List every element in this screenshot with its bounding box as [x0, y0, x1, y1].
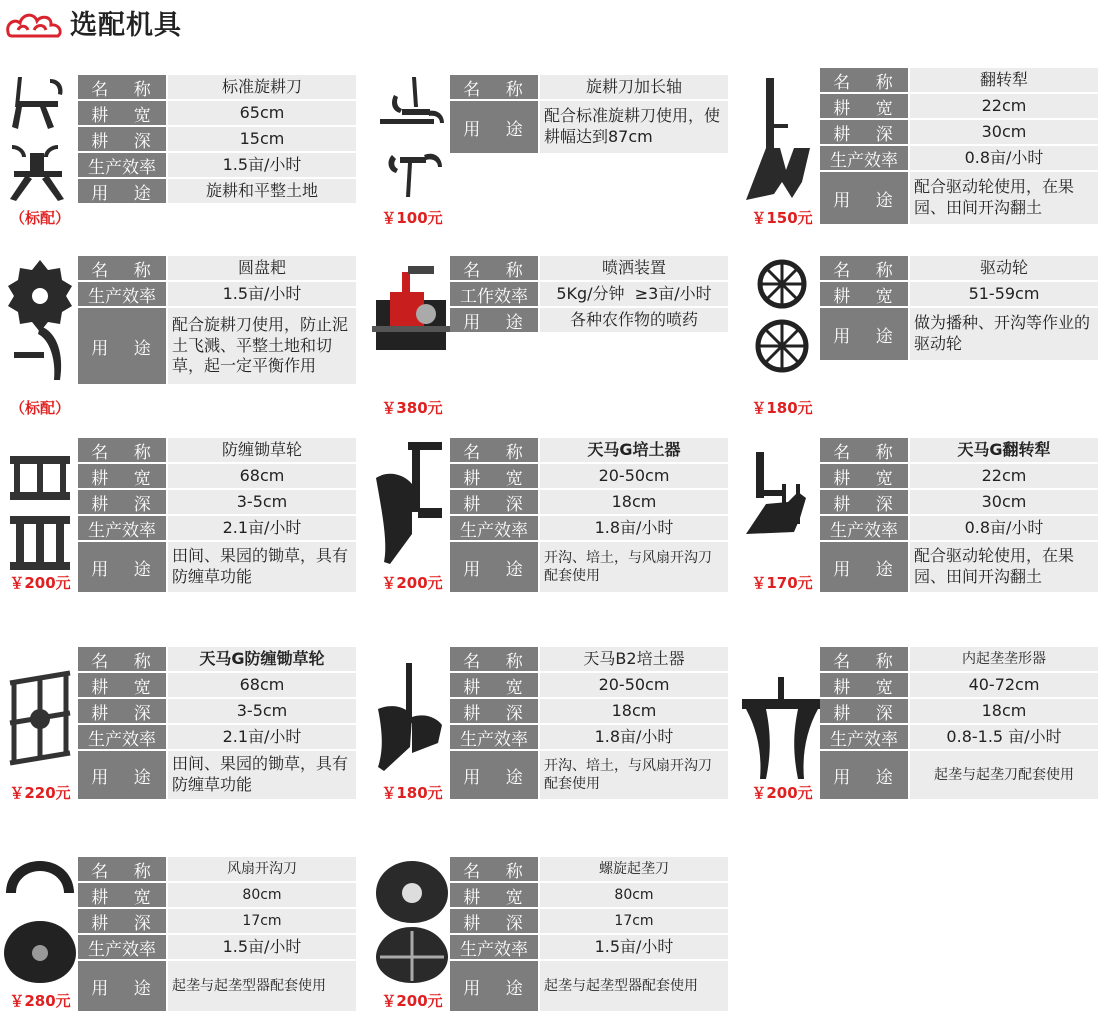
- sprayer-image: [372, 260, 452, 360]
- product-name: 防缠锄草轮: [168, 438, 356, 462]
- product-name: 风扇开沟刀: [168, 857, 356, 881]
- spec-row-efficiency: 生产效率 2.1亩/小时: [78, 516, 356, 540]
- spec-row-name: 名 称 内起垄垄形器: [820, 647, 1098, 671]
- product-price: ￥170元: [751, 574, 813, 592]
- product-name: 喷洒装置: [540, 256, 728, 280]
- product-name: 翻转犁: [910, 68, 1098, 92]
- spec-row-efficiency: 生产效率 0.8亩/小时: [820, 516, 1098, 540]
- b2-ridger-image: [372, 659, 452, 779]
- weeding-wheel-image: [0, 446, 80, 576]
- spec-row-depth: 耕 深 18cm: [820, 699, 1098, 723]
- product-price: ￥200元: [751, 784, 813, 802]
- spec-row-depth: 耕 深 3-5cm: [78, 490, 356, 514]
- spec-row-efficiency: 生产效率 2.1亩/小时: [78, 725, 356, 749]
- spec-table: [78, 647, 356, 801]
- reversible-plow-image: [742, 68, 822, 208]
- spec-row-work-efficiency: 工作效率 5Kg/分钟 ≥3亩/小时: [450, 282, 728, 306]
- product-name: 天马G培土器: [540, 438, 728, 462]
- spec-row-depth: 耕 深 30cm: [820, 490, 1098, 514]
- product-name: 内起垄垄形器: [910, 647, 1098, 671]
- product-card: [372, 438, 732, 593]
- spec-row-efficiency: 生产效率 0.8亩/小时: [820, 146, 1098, 170]
- spec-table: [450, 256, 728, 334]
- product-price: ￥180元: [751, 399, 813, 417]
- product-name: 驱动轮: [910, 256, 1098, 280]
- spec-row-usage: 用 途 开沟、培土，与风扇开沟刀配套使用: [450, 751, 728, 799]
- spec-row-efficiency: 生产效率 0.8-1.5 亩/小时: [820, 725, 1098, 749]
- spec-row-usage: 用 途 田间、果园的锄草，具有防缠草功能: [78, 751, 356, 799]
- product-name: 天马G防缠锄草轮: [168, 647, 356, 671]
- product-price: （标配）: [9, 209, 70, 227]
- spec-row-width: 耕 宽 65cm: [78, 101, 356, 125]
- product-price: （标配）: [9, 399, 70, 417]
- spec-row-name: 名 称 天马G翻转犁: [820, 438, 1098, 462]
- spec-row-efficiency: 生产效率 1.5亩/小时: [78, 935, 356, 959]
- product-card: [372, 647, 732, 802]
- spec-row-width: 耕 宽 40-72cm: [820, 673, 1098, 697]
- product-price: ￥180元: [381, 784, 443, 802]
- spec-row-usage: 用 途 旋耕和平整土地: [78, 179, 356, 203]
- product-card: [0, 75, 360, 225]
- cloud-logo-icon: [4, 10, 66, 40]
- product-card: [0, 857, 360, 1012]
- spec-row-name: 名 称 螺旋起垄刀: [450, 857, 728, 881]
- spec-table: [820, 438, 1098, 594]
- spec-row-usage: 用 途 起垄与起垄刀配套使用: [820, 751, 1098, 799]
- spec-table: [820, 68, 1098, 226]
- product-name: 天马B2培土器: [540, 647, 728, 671]
- spec-row-efficiency: 生产效率 1.8亩/小时: [450, 725, 728, 749]
- product-name: 螺旋起垄刀: [540, 857, 728, 881]
- spec-table: [450, 647, 728, 801]
- product-card: [0, 438, 360, 593]
- spec-row-width: 耕 宽 80cm: [78, 883, 356, 907]
- spec-row-name: 名 称 天马G防缠锄草轮: [78, 647, 356, 671]
- product-price: ￥200元: [9, 574, 71, 592]
- spec-row-depth: 耕 深 15cm: [78, 127, 356, 151]
- spec-row-width: 耕 宽 22cm: [820, 94, 1098, 118]
- spec-table: [450, 857, 728, 1013]
- extension-shaft-image: [372, 75, 452, 205]
- spec-row-width: 耕 宽 20-50cm: [450, 673, 728, 697]
- spec-row-name: 名 称 圆盘耙: [78, 256, 356, 280]
- spec-row-name: 名 称 天马B2培土器: [450, 647, 728, 671]
- product-name: 旋耕刀加长轴: [540, 75, 728, 99]
- spec-row-depth: 耕 深 18cm: [450, 490, 728, 514]
- spec-row-usage: 用 途 田间、果园的锄草，具有防缠草功能: [78, 542, 356, 592]
- spec-row-width: 耕 宽 22cm: [820, 464, 1098, 488]
- g-weeding-wheel-image: [0, 663, 80, 783]
- spec-row-name: 名 称 天马G培土器: [450, 438, 728, 462]
- spec-row-depth: 耕 深 30cm: [820, 120, 1098, 144]
- product-name: 标准旋耕刀: [168, 75, 356, 99]
- drive-wheel-image: [742, 256, 822, 381]
- spec-table: [450, 438, 728, 594]
- product-card: [742, 68, 1100, 225]
- product-card: [742, 256, 1100, 416]
- spec-row-usage: 用 途 配合旋耕刀使用，防止泥土飞溅、平整土地和切草，起一定平衡作用: [78, 308, 356, 384]
- spec-row-efficiency: 生产效率 1.8亩/小时: [450, 516, 728, 540]
- spec-row-width: 耕 宽 68cm: [78, 464, 356, 488]
- spec-row-name: 名 称 风扇开沟刀: [78, 857, 356, 881]
- spec-row-width: 耕 宽 51-59cm: [820, 282, 1098, 306]
- spec-row-usage: 用 途 各种农作物的喷药: [450, 308, 728, 332]
- product-price: ￥100元: [381, 209, 443, 227]
- spec-row-usage: 用 途 做为播种、开沟等作业的驱动轮: [820, 308, 1098, 360]
- spec-row-usage: 用 途 配合标准旋耕刀使用，使耕幅达到87cm: [450, 101, 728, 153]
- g-reversible-plow-image: [742, 438, 822, 563]
- spec-row-usage: 用 途 配合驱动轮使用，在果园、田间开沟翻土: [820, 542, 1098, 592]
- page-title: 选配机具: [70, 10, 182, 41]
- spec-row-efficiency: 生产效率 1.5亩/小时: [78, 282, 356, 306]
- product-card: [372, 857, 732, 1012]
- fan-trencher-image: [0, 857, 80, 987]
- product-card: [742, 647, 1100, 802]
- rotary-blade-image: [0, 75, 80, 210]
- spec-table: [78, 438, 356, 594]
- page-header: [0, 0, 1100, 50]
- product-name: 圆盘耙: [168, 256, 356, 280]
- disc-harrow-image: [0, 256, 80, 386]
- product-price: ￥200元: [381, 574, 443, 592]
- product-card: [0, 256, 360, 416]
- spec-row-name: 名 称 旋耕刀加长轴: [450, 75, 728, 99]
- spec-row-name: 名 称 防缠锄草轮: [78, 438, 356, 462]
- spec-row-width: 耕 宽 80cm: [450, 883, 728, 907]
- spec-row-width: 耕 宽 68cm: [78, 673, 356, 697]
- spec-row-usage: 用 途 起垄与起垄型器配套使用: [78, 961, 356, 1011]
- product-price: ￥220元: [9, 784, 71, 802]
- spec-table: [78, 857, 356, 1013]
- spec-row-name: 名 称 翻转犁: [820, 68, 1098, 92]
- spec-row-usage: 用 途 配合驱动轮使用，在果园、田间开沟翻土: [820, 172, 1098, 224]
- spec-row-width: 耕 宽 20-50cm: [450, 464, 728, 488]
- spec-row-usage: 用 途 起垄与起垄型器配套使用: [450, 961, 728, 1011]
- product-price: ￥150元: [751, 209, 813, 227]
- product-card: [372, 75, 732, 225]
- spec-row-depth: 耕 深 3-5cm: [78, 699, 356, 723]
- spec-row-name: 名 称 喷洒装置: [450, 256, 728, 280]
- spec-row-name: 名 称 驱动轮: [820, 256, 1098, 280]
- spec-row-usage: 用 途 开沟、培土，与风扇开沟刀配套使用: [450, 542, 728, 592]
- spec-table: [78, 256, 356, 386]
- spec-row-efficiency: 生产效率 1.5亩/小时: [78, 153, 356, 177]
- product-name: 天马G翻转犁: [910, 438, 1098, 462]
- spec-table: [820, 256, 1098, 362]
- ridge-former-image: [742, 675, 822, 785]
- spec-row-depth: 耕 深 17cm: [450, 909, 728, 933]
- spec-table: [450, 75, 728, 155]
- product-price: ￥200元: [381, 992, 443, 1010]
- spec-table: [78, 75, 356, 205]
- ridger-image: [372, 438, 452, 568]
- product-card: [372, 256, 732, 416]
- spec-row-efficiency: 生产效率 1.5亩/小时: [450, 935, 728, 959]
- spec-row-depth: 耕 深 18cm: [450, 699, 728, 723]
- spec-table: [820, 647, 1098, 801]
- product-card: [0, 647, 360, 802]
- product-price: ￥380元: [381, 399, 443, 417]
- spec-row-name: 名 称 标准旋耕刀: [78, 75, 356, 99]
- product-card: [742, 438, 1100, 593]
- product-price: ￥280元: [9, 992, 71, 1010]
- spec-row-depth: 耕 深 17cm: [78, 909, 356, 933]
- spiral-ridger-image: [372, 857, 452, 987]
